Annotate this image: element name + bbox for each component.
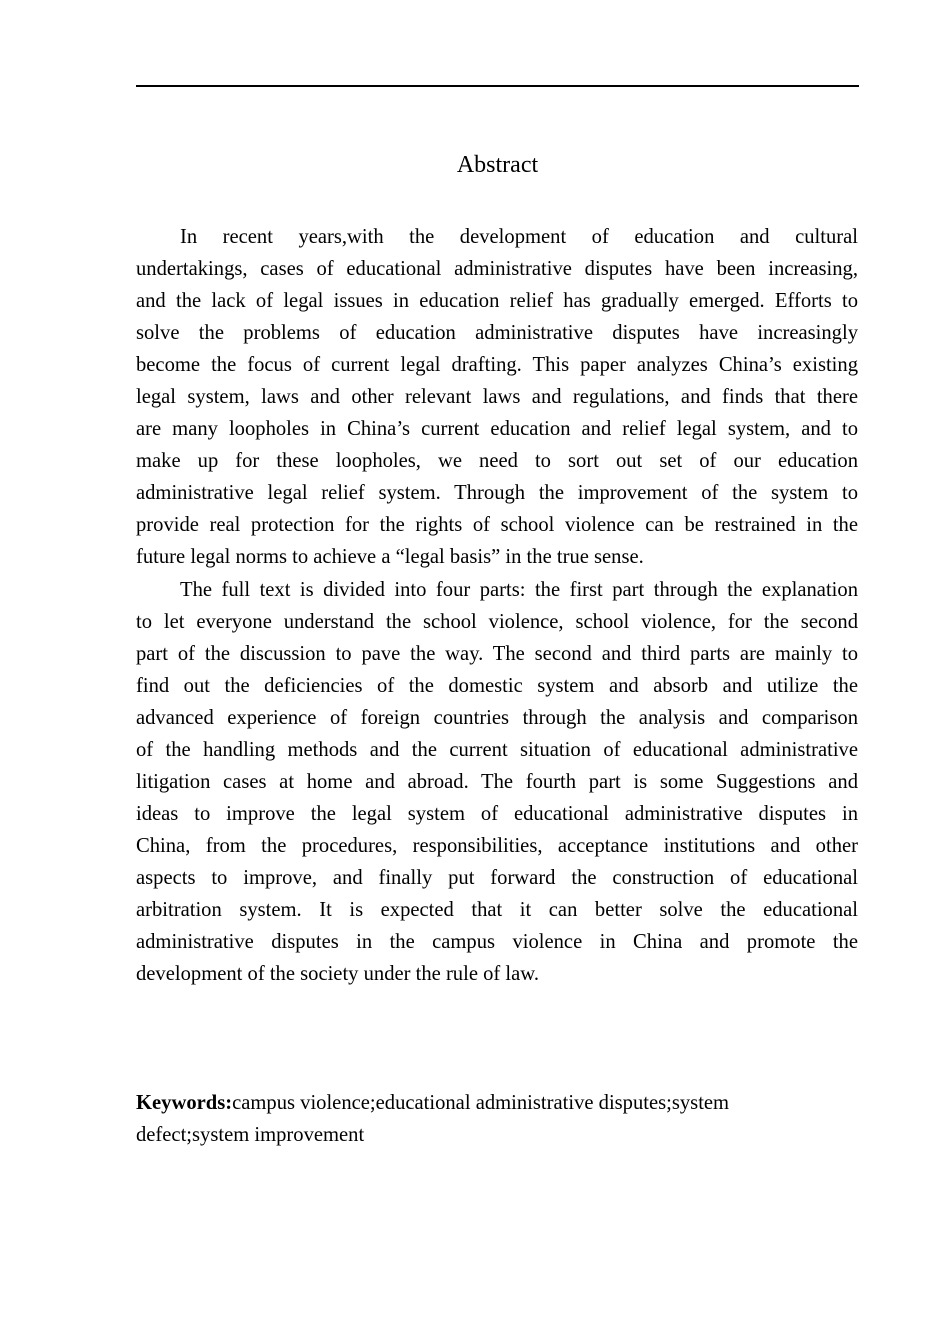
paragraph-line: administrative legal relief system. Through the improvement of the system to — [136, 482, 858, 504]
paragraph-line: advanced experience of foreign countries through the analysis and comparison — [136, 707, 858, 729]
header-rule — [136, 85, 859, 87]
paragraph-line: administrative disputes in the campus violence in China and promote the — [136, 931, 858, 953]
paragraph-line: provide real protection for the rights of school violence can be restrained in the — [136, 514, 858, 536]
paragraph-line: find out the deficiencies of the domestic system and absorb and utilize the — [136, 675, 858, 697]
paragraph-line: arbitration system. It is expected that it can better solve the educational — [136, 899, 858, 921]
paragraph-line: of the handling methods and the current situation of educational administrative — [136, 739, 858, 761]
paragraph-line: litigation cases at home and abroad. The fourth part is some Suggestions and — [136, 771, 858, 793]
paragraph-line: legal system, laws and other relevant laws and regulations, and finds that there — [136, 386, 858, 408]
abstract-paragraph-2 — [136, 574, 858, 990]
abstract-paragraph-1 — [136, 221, 858, 573]
paragraph-line: aspects to improve, and finally put forward the construction of educational — [136, 867, 858, 889]
paragraph-line: In recent years,with the development of education and cultural — [180, 226, 858, 248]
paragraph-line: make up for these loopholes, we need to sort out set of our education — [136, 450, 858, 472]
paragraph-line: future legal norms to achieve a “legal basis” in the true sense. — [136, 546, 644, 568]
paragraph-line: undertakings, cases of educational administrative disputes have been increasing, — [136, 258, 858, 280]
paragraph-line: part of the discussion to pave the way. The second and third parts are mainly to — [136, 643, 858, 665]
paragraph-line: become the focus of current legal drafting. This paper analyzes China’s existing — [136, 354, 858, 376]
keywords — [136, 1087, 836, 1151]
paragraph-line: to let everyone understand the school violence, school violence, for the second — [136, 611, 858, 633]
paragraph-line: solve the problems of education administrative disputes have increasingly — [136, 322, 858, 344]
paragraph-line: China, from the procedures, responsibilities, acceptance institutions and other — [136, 835, 858, 857]
paragraph-line: ideas to improve the legal system of educational administrative disputes in — [136, 803, 858, 825]
abstract-title: Abstract — [456, 152, 539, 178]
keywords-label: Keywords: — [136, 1092, 233, 1114]
keywords-text: campus violence;educational administrative disputes;system defect;system improvement — [136, 1092, 730, 1146]
paragraph-line: The full text is divided into four parts: the first part through the explanation — [180, 579, 858, 601]
paragraph-line: are many loopholes in China’s current education and relief legal system, and to — [136, 418, 858, 440]
paragraph-line: and the lack of legal issues in education relief has gradually emerged. Efforts to — [136, 290, 858, 312]
paragraph-line: development of the society under the rule of law. — [136, 963, 539, 985]
